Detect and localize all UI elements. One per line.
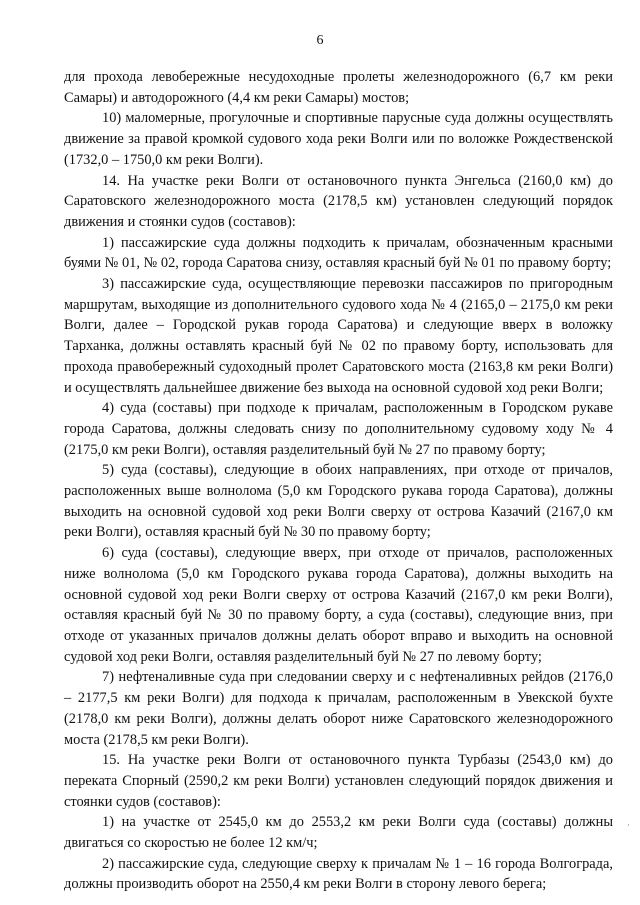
paragraph-item-10: 10) маломерные, прогулочные и спортивные парусные суда должны осуществлять движение за правой кромкой судового хода реки Волги или по воложке Рождественской (1732,0 – 1750,0 км реки Волги). (64, 110, 613, 168)
paragraph-item-1: 1) пассажирские суда должны подходить к причалам, обозначенным красными буями № 01, № 02, города Саратова снизу, оставляя красный буй № 01 по правому борту; (64, 234, 613, 272)
paragraph-item-3: 3) пассажирские суда, осуществляющие перевозки пассажиров по пригородным маршрутам, выходящие из дополнительного судового хода № 4 (2165,0 – 2175,0 км реки Волги, далее – Городской рукав города Саратова) и следующие вверх в воложку Тарханка, должны оставлять красный буй № 02 по правому борту, использовать для прохода правобережный судоходный пролет Саратовского моста (2163,8 км реки Волги) и осуществлять дальнейшее движение без выхода на основной судовой ход реки Волги; (64, 276, 613, 396)
page-number: 6 (316, 33, 324, 48)
scan-margin-mark: · (627, 820, 630, 830)
paragraph-section-15: 15. На участке реки Волги от остановочного пункта Турбазы (2543,0 км) до переката Спорный (2590,2 км реки Волги) установлен следующий порядок движения и стоянки судов (составов): (64, 752, 613, 810)
paragraph-item-1-speed: 1) на участке от 2545,0 км до 2553,2 км реки Волги суда (составы) должны двигаться со скоростью не более 12 км/ч; (64, 814, 613, 852)
paragraph-item-6: 6) суда (составы), следующие вверх, при отходе от причалов, расположенных ниже волнолома (5,0 км Городского рукава города Саратова), должны выходить на основной судовой ход реки Волги сверху от острова Казачий (2167,0 км реки Волги), оставляя красный буй № 30 по правому борту, а суда (составы), следующие вниз, при отходе от указанных причалов должны делать оборот вправо и выходить на основной судовой ход реки Волги, оставляя разделительный буй № 27 по левому борту; (64, 545, 613, 665)
paragraph-item-5: 5) суда (составы), следующие в обоих направлениях, при отходе от причалов, расположенных выше волнолома (5,0 км Городского рукава города Саратова), должны выходить на основной судовой ход реки Волги сверху от острова Казачий (2167,0 км реки Волги), оставляя красный буй № 30 по правому борту; (64, 462, 613, 541)
paragraph-item-2: 2) пассажирские суда, следующие сверху к причалам № 1 – 16 города Волгограда, должны производить оборот на 2550,4 км реки Волги в сторону левого берега; (64, 855, 613, 893)
paragraph-section-14: 14. На участке реки Волги от остановочного пункта Энгельса (2160,0 км) до Саратовского железнодорожного моста (2178,5 км) установлен следующий порядок движения и стоянки судов (составов): (64, 172, 613, 230)
paragraph-continuation: для прохода левобережные несудоходные пролеты железнодорожного (6,7 км реки Самары) и автодорожного (4,4 км реки Самары) мостов; (64, 69, 613, 106)
paragraph-item-4: 4) суда (составы) при подходе к причалам, расположенным в Городском рукаве города Саратова, должны следовать снизу по дополнительному судовому ходу № 4 (2175,0 км реки Волги), оставляя разделительный буй № 27 по правому борту; (64, 400, 613, 458)
paragraph-item-7: 7) нефтеналивные суда при следовании сверху и с нефтеналивных рейдов (2176,0 – 2177,5 км реки Волги) для подхода к причалам, расположенным в Увекской бухте (2178,0 км реки Волги), должны делать оборот ниже Саратовского железнодорожного моста (2178,5 км реки Волги). (64, 669, 613, 748)
document-body (64, 67, 613, 895)
